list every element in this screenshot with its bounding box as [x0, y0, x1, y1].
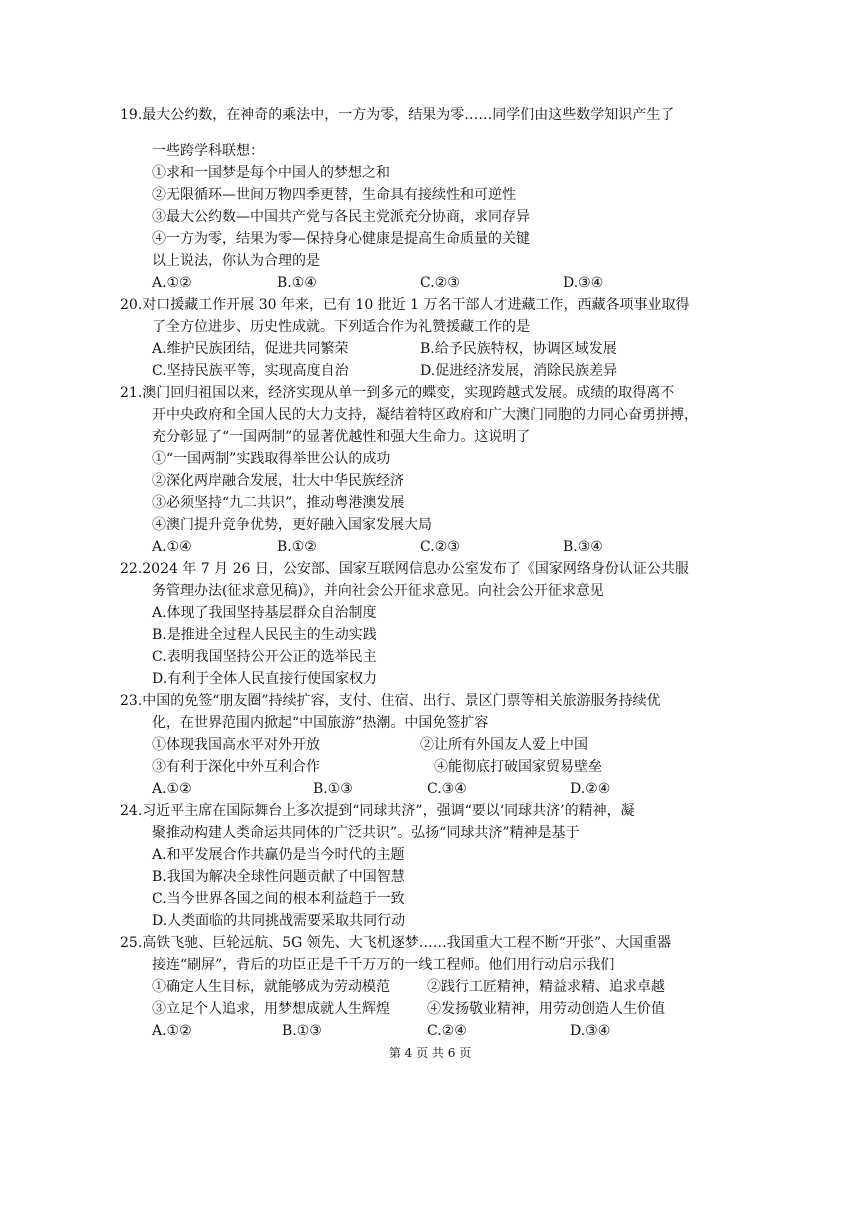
q21-statement-1: ①“一国两制”实践取得举世公认的成功 — [152, 451, 391, 467]
q19-option-a: A.①② — [152, 275, 192, 291]
q22-option-b: B.是推进全过程人民民主的生动实践 — [152, 627, 377, 643]
q21-option-b: B.①② — [277, 539, 317, 555]
q22-option-a: A.体现了我国坚持基层群众自治制度 — [152, 605, 377, 621]
q23-statement-4: ④能彻底打破国家贸易壁垒 — [434, 759, 602, 775]
q24-option-d: D.人类面临的共同挑战需要采取共同行动 — [152, 913, 406, 929]
q23-option-d: D.②④ — [570, 781, 611, 797]
q25-statement-3: ③立足个人追求，用梦想成就人生辉煌 — [152, 1001, 390, 1017]
q25-option-a: A.①② — [152, 1023, 192, 1039]
q25-option-c: C.②④ — [427, 1023, 467, 1039]
q19-line1: 19.最大公约数，在神奇的乘法中，一方为零，结果为零……同学们由这些数学知识产生了 — [120, 107, 675, 123]
q21-statement-3: ③必须坚持“九二共识”，推动粤港澳发展 — [152, 495, 405, 511]
q24-option-b: B.我国为解决全球性问题贡献了中国智慧 — [152, 869, 405, 885]
q25-option-d: D.③④ — [570, 1023, 611, 1039]
q19-statement-3: ③最大公约数—中国共产党与各民主党派充分协商，求同存异 — [152, 209, 530, 225]
q23-option-b: B.①③ — [313, 781, 353, 797]
q20-option-b: B.给予民族特权，协调区域发展 — [420, 341, 617, 357]
q21-line2: 开中央政府和全国人民的大力支持，凝结着特区政府和广大澳门同胞的力同心奋勇拼搏， — [152, 407, 698, 423]
q22-line2: 务管理办法(征求意见稿)》，并向社会公开征求意见。向社会公开征求意见 — [152, 583, 604, 599]
q21-line1: 21.澳门回归祖国以来，经济实现从单一到多元的蝶变，实现跨越式发展。成绩的取得离不 — [120, 385, 675, 401]
q19-statement-1: ①求和一国梦是每个中国人的梦想之和 — [152, 165, 390, 181]
q25-line1: 25.高铁飞驰、巨轮远航、5G 领先、大飞机逐梦……我国重大工程不断“开张”、大国重器 — [120, 935, 672, 951]
q19-stem: 以上说法，你认为合理的是 — [152, 253, 320, 269]
q20-option-d: D.促进经济发展，消除民族差异 — [420, 363, 618, 379]
q19-statement-4: ④一方为零，结果为零—保持身心健康是提高生命质量的关键 — [152, 231, 530, 247]
q24-line2: 聚推动构建人类命运共同体的广泛共识”。弘扬“同球共济”精神是基于 — [152, 825, 580, 841]
q24-option-c: C.当今世界各国之间的根本利益趋于一致 — [152, 891, 405, 907]
q21-statement-2: ②深化两岸融合发展，壮大中华民族经济 — [152, 473, 404, 489]
q25-statement-4: ④发扬敬业精神，用劳动创造人生价值 — [427, 1001, 665, 1017]
q22-line1: 22.2024 年 7 月 26 日，公安部、国家互联网信息办公室发布了《国家网络身份认证公共服 — [120, 561, 689, 577]
q21-statement-4: ④澳门提升竞争优势，更好融入国家发展大局 — [152, 517, 432, 533]
q23-statement-2: ②让所有外国友人爱上中国 — [420, 737, 588, 753]
q23-line2: 化，在世界范围内掀起“中国旅游”热潮。中国免签扩容 — [152, 715, 489, 731]
q23-statement-3: ③有利于深化中外互利合作 — [152, 759, 320, 775]
q20-option-a: A.维护民族团结，促进共同繁荣 — [152, 341, 349, 357]
q20-option-c: C.坚持民族平等，实现高度自治 — [152, 363, 349, 379]
q19-option-d: D.③④ — [563, 275, 604, 291]
q21-option-c: C.②③ — [420, 539, 460, 555]
q21-option-d: B.③④ — [563, 539, 603, 555]
q23-statement-1: ①体现我国高水平对外开放 — [152, 737, 320, 753]
q19-statement-2: ②无限循环—世间万物四季更替，生命具有接续性和可逆性 — [152, 187, 516, 203]
q19-option-c: C.②③ — [420, 275, 460, 291]
q25-option-b: B.①③ — [282, 1023, 322, 1039]
q22-option-d: D.有利于全体人民直接行使国家权力 — [152, 671, 378, 687]
q25-statement-1: ①确定人生目标，就能够成为劳动模范 — [152, 979, 390, 995]
q25-statement-2: ②践行工匠精神，精益求精、追求卓越 — [427, 979, 665, 995]
q24-line1: 24.习近平主席在国际舞台上多次提到“同球共济”，强调“要以‘同球共济’的精神，凝 — [120, 803, 635, 819]
q23-line1: 23.中国的免签“朋友圈”持续扩容，支付、住宿、出行、景区门票等相关旅游服务持续优 — [120, 693, 661, 709]
q25-line2: 接连“刷屏”，背后的功臣正是千千万万的一线工程师。他们用行动启示我们 — [152, 957, 615, 973]
q20-line2: 了全方位进步、历史性成就。下列适合作为礼赞援藏工作的是 — [152, 319, 530, 335]
q22-option-c: C.表明我国坚持公开公正的选举民主 — [152, 649, 377, 665]
q21-line3: 充分彰显了“一国两制”的显著优越性和强大生命力。这说明了 — [152, 429, 531, 445]
q21-option-a: A.①④ — [152, 539, 192, 555]
q24-option-a: A.和平发展合作共赢仍是当今时代的主题 — [152, 847, 405, 863]
q19-option-b: B.①④ — [277, 275, 317, 291]
q23-option-c: C.③④ — [427, 781, 467, 797]
q19-line2: 一些跨学科联想： — [152, 143, 264, 159]
q20-line1: 20.对口援藏工作开展 30 年来，已有 10 批近 1 万名干部人才进藏工作，西藏各项事业取得 — [120, 297, 690, 313]
page-footer: 第 4 页 共 6 页 — [388, 1046, 472, 1060]
q23-option-a: A.①② — [152, 781, 192, 797]
